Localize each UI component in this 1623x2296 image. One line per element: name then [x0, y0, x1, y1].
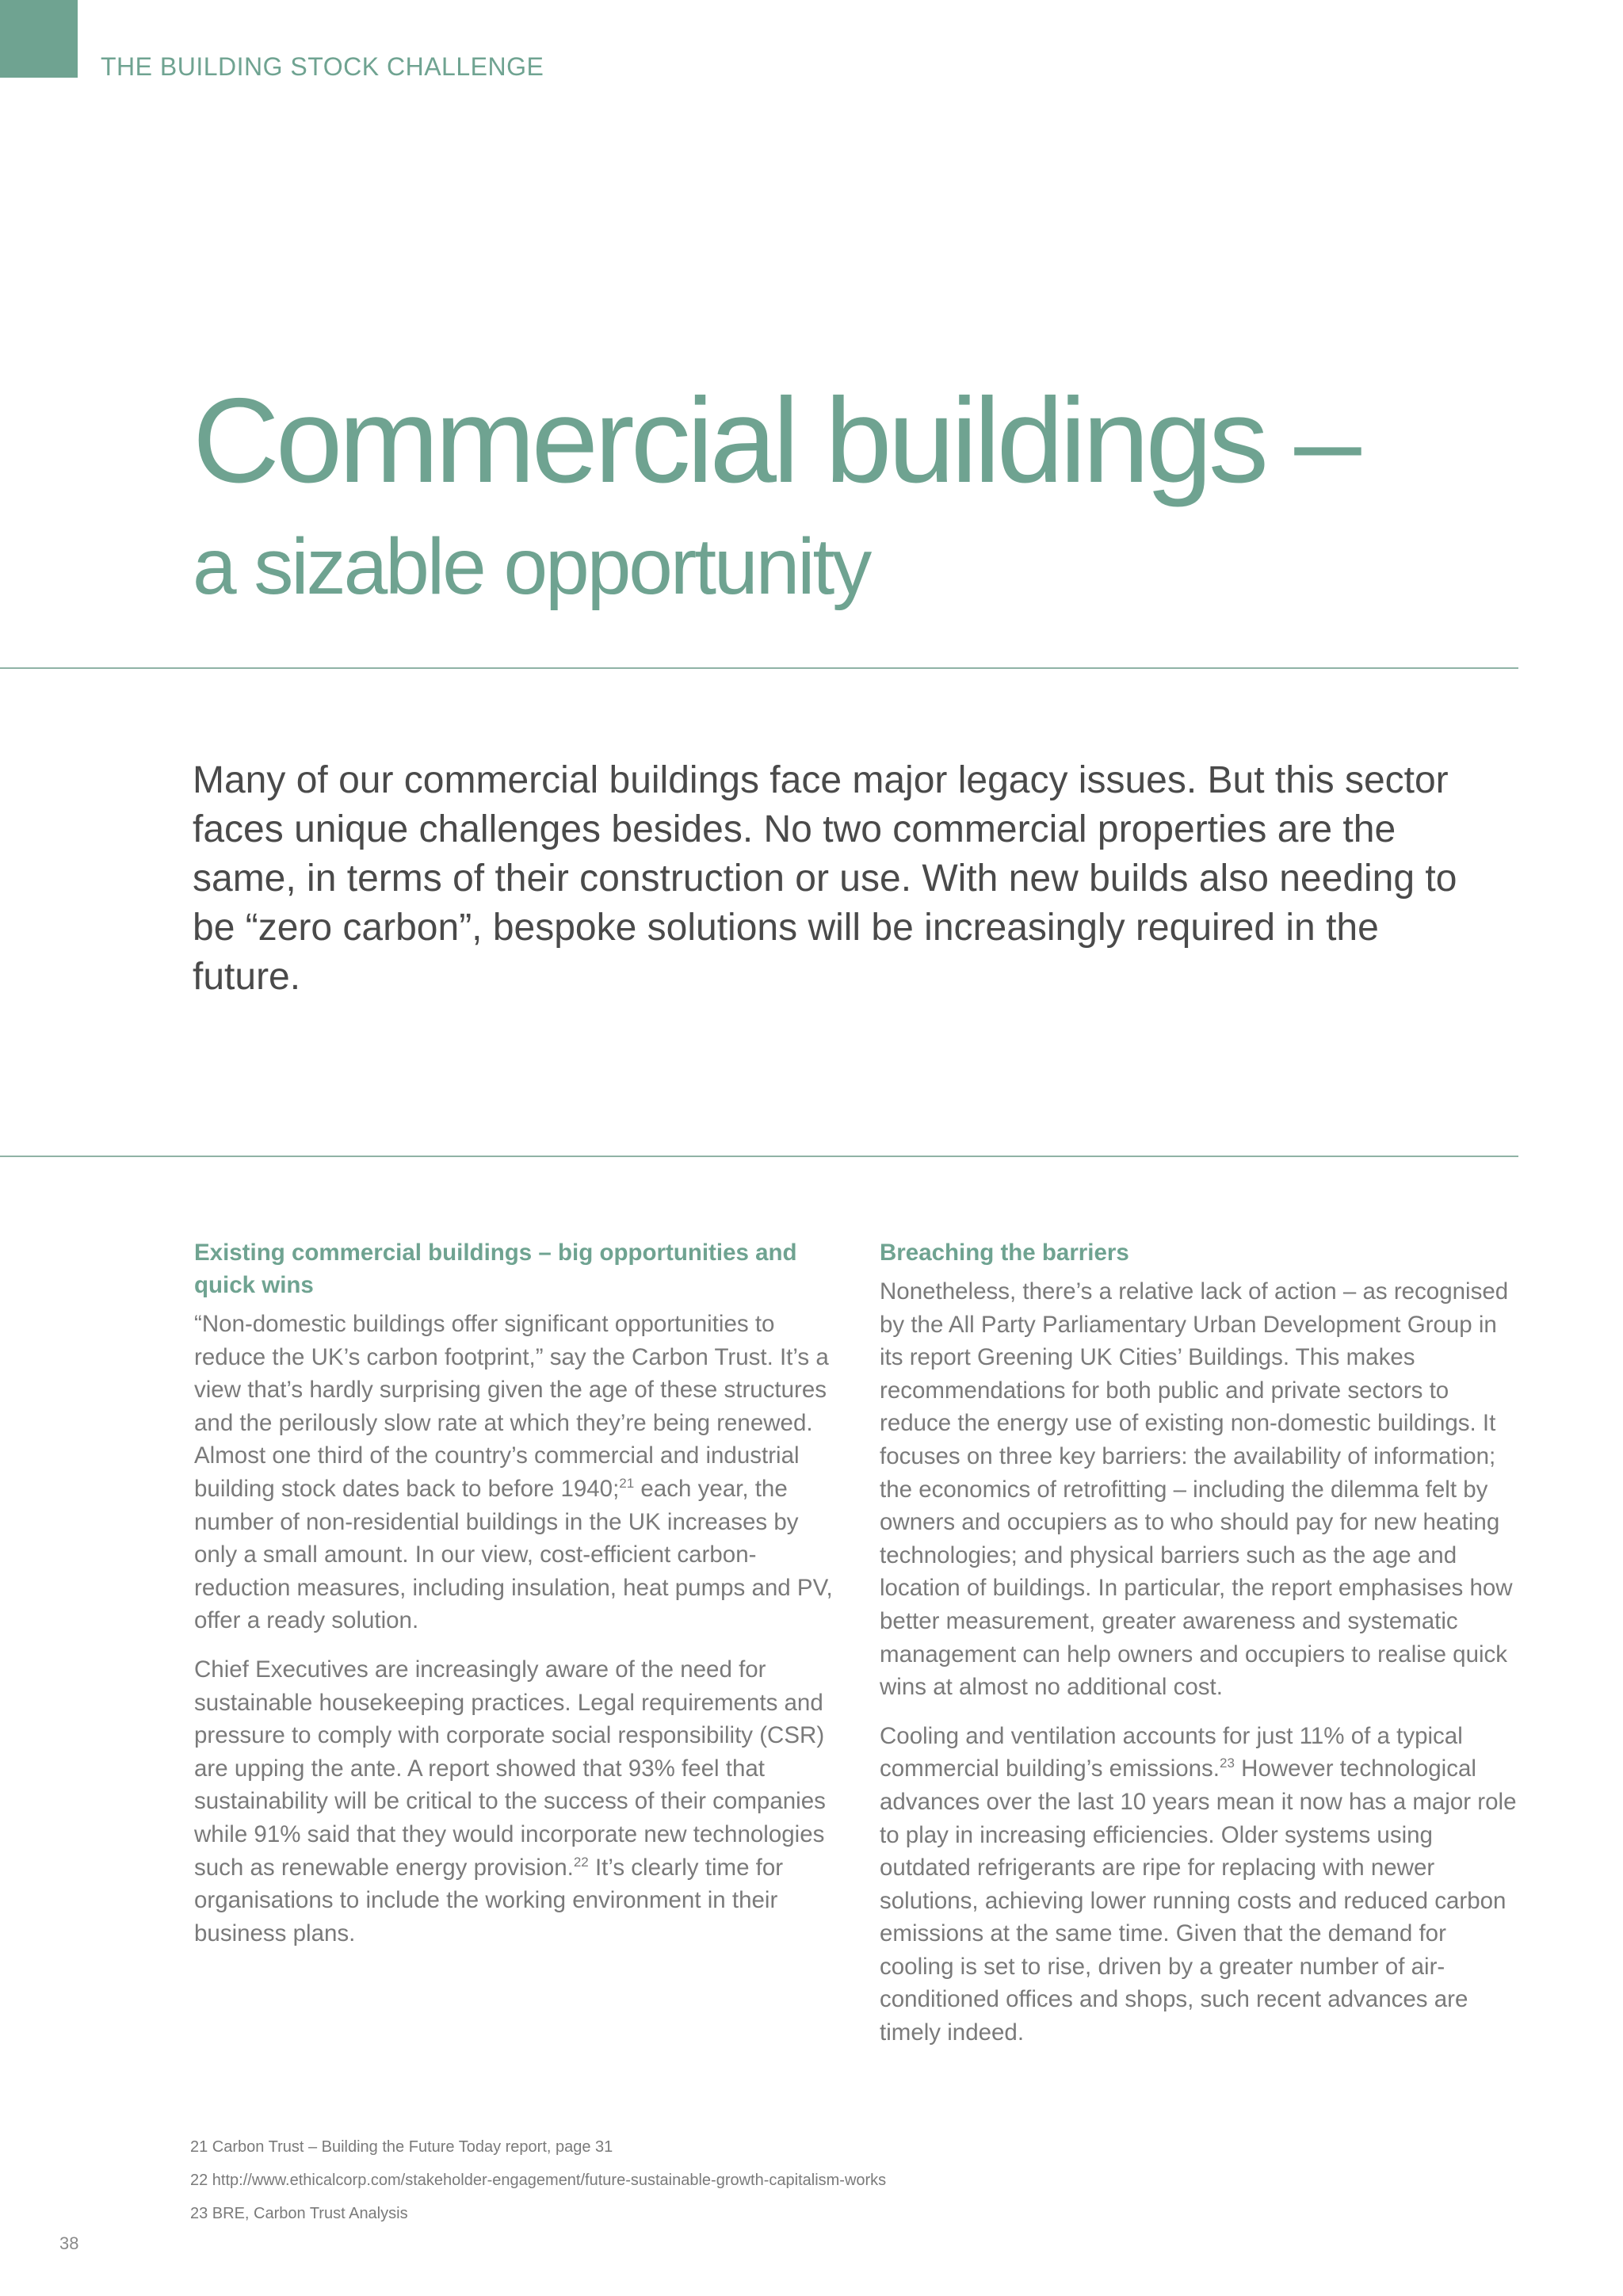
footnote-23: 23 BRE, Carbon Trust Analysis	[190, 2205, 408, 2222]
left-column-paragraph-1: “Non-domestic buildings offer significant opportunities to reduce the UK’s carbon footprint,” say the Carbon Trust. It’s a view that’s hardly surprising given the age of these structures and the perilously slow rate at which they’re being renewed. Almost one third of the country’s commercial and industrial building stock dates back to before 1940;$^{21}$ each year, the number of non-residential buildings in the UK increases by only a small amount. In our view, cost-efficient carbon-reduction measures, including insulation, heat pumps and PV, offer a ready solution.	[194, 1311, 833, 1634]
intro-paragraph: Many of our commercial buildings face major legacy issues. But this sector faces unique challenges besides. No two commercial properties are the same, in terms of their construction or use. With new builds also needing to be “zero carbon”, bespoke solutions will be increasingly required in the future.	[193, 759, 1457, 998]
right-column-paragraph-2: Cooling and ventilation accounts for just 11% of a typical commercial building’s emissions.$^{23}$ However technological advances over the last 10 years mean it now has a major role to play in increasing efficiencies. Older systems using outdated refrigerants are ripe for replacing with newer solutions, achieving lower running costs and reduced carbon emissions at the same time. Given that the demand for cooling is set to rise, driven by a greater number of air-conditioned offices and shops, such recent advances are timely indeed.	[880, 1722, 1517, 2046]
page-title: Commercial buildings –	[193, 373, 1358, 508]
footnotes	[190, 2130, 886, 2230]
divider-bottom	[0, 1156, 1518, 1157]
footnote-ref-22: 22	[573, 1854, 589, 1870]
left-column-paragraph-2: Chief Executives are increasingly aware of the need for sustainable housekeeping practices. Legal requirements and pressure to comply with corporate social responsibility (CSR) are upping the ante. A report showed that 93% feel that sustainability will be critical to the success of their companies while 91% said that they would incorporate new technologies such as renewable energy provision.$^{22}$ It’s clearly time for organisations to include the working environment in their business plans.	[194, 1656, 826, 1946]
left-column	[194, 1236, 836, 1966]
right-column	[880, 1236, 1520, 2065]
left-column-heading: Existing commercial buildings – big opportunities and quick wins	[194, 1240, 797, 1298]
right-column-paragraph-1: Nonetheless, there’s a relative lack of action – as recognised by the All Party Parliamentary Urban Development Group in its report Greening UK Cities’ Buildings. This makes recommendations for both public and private sectors to reduce the energy use of existing non-domestic buildings. It focuses on three key barriers: the availability of information; the economics of retrofitting – including the dilemma felt by owners and occupiers as to who should pay for new heating technologies; and physical barriers such as the age and location of buildings. In particular, the report emphasises how better measurement, greater awareness and systematic management can help owners and occupiers to realise quick wins at almost no additional cost.	[880, 1278, 1513, 1701]
page-subtitle: a sizable opportunity	[193, 522, 870, 611]
footnote-21: 21 Carbon Trust – Building the Future Today report, page 31	[190, 2138, 613, 2156]
right-column-heading: Breaching the barriers	[880, 1240, 1129, 1266]
running-header: THE BUILDING STOCK CHALLENGE	[101, 52, 544, 81]
page-number: 38	[59, 2233, 79, 2253]
divider-top	[0, 667, 1518, 669]
footnote-ref-23: 23	[1220, 1755, 1235, 1771]
footnote-ref-21: 21	[619, 1476, 635, 1492]
corner-accent-block	[0, 0, 78, 78]
footnote-22: 22 http://www.ethicalcorp.com/stakeholder-engagement/future-sustainable-growth-capitalism-works	[190, 2172, 887, 2189]
